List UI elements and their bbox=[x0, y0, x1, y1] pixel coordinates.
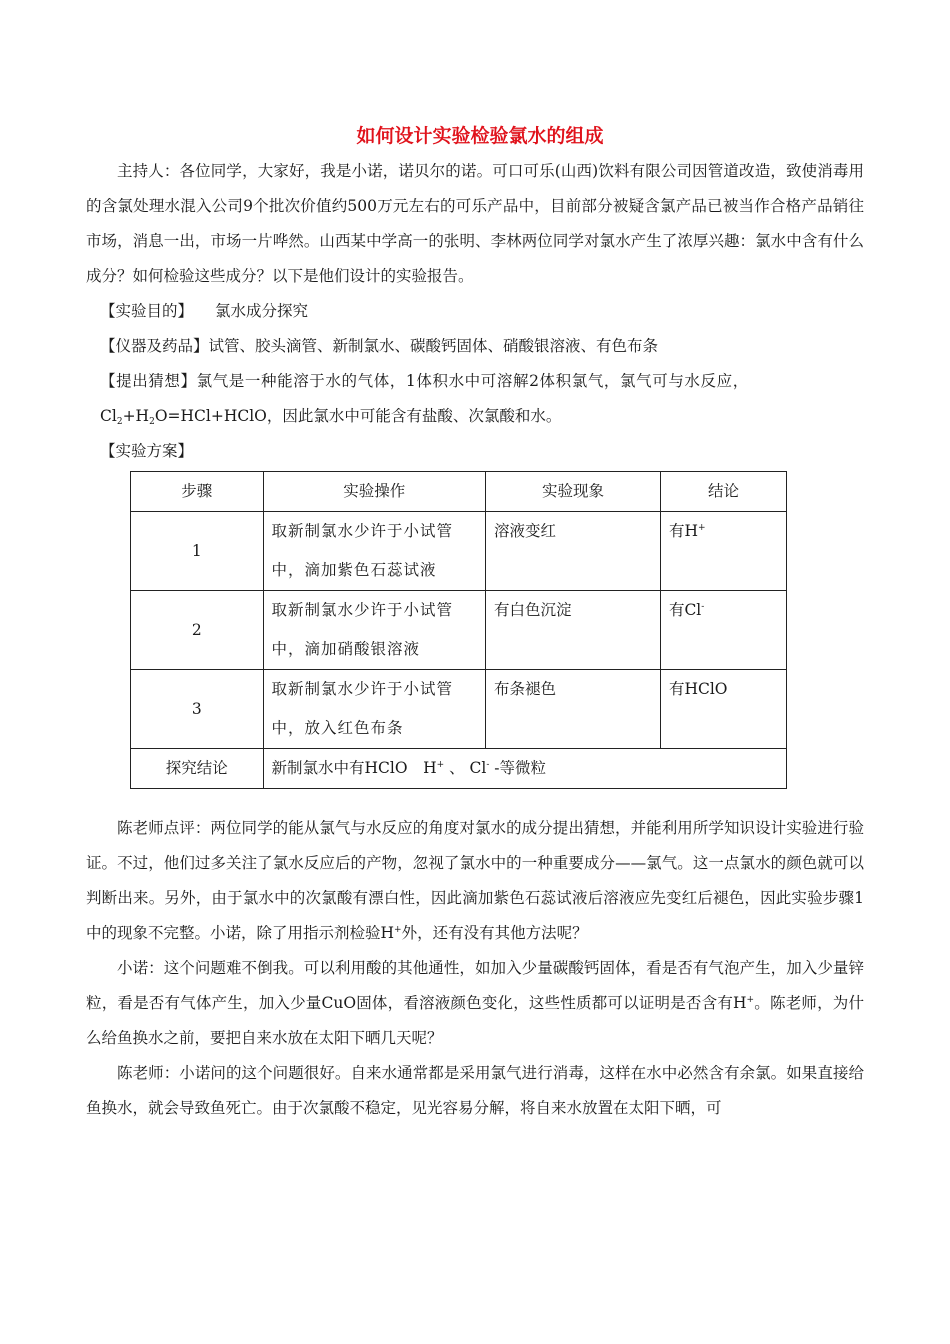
step-cell: 3 bbox=[131, 670, 264, 749]
intro-paragraph: 主持人：各位同学，大家好，我是小诺，诺贝尔的诺。可口可乐(山西)饮料有限公司因管道改造，致使消毒用的含氯处理水混入公司9个批次价值约500万元左右的可乐产品中，目前部分被疑含氯产品已被当作合格产品销往市场，消息一出，市场一片哗然。山西某中学高一的张明、李林两位同学对氯水产生了浓厚兴趣：氯水中含有什么成分？如何检验这些成分？以下是他们设计的实验报告。 bbox=[86, 162, 864, 285]
apparatus-label: 【仪器及药品】 bbox=[100, 337, 209, 355]
teacher-comment-paragraph bbox=[86, 811, 864, 951]
final-text-a: 新制氯水中有HClO H bbox=[271, 759, 437, 777]
document-page bbox=[86, 118, 864, 1126]
operation-cell: 取新制氯水少许于小试管中，滴加紫色石蕊试液 bbox=[263, 512, 485, 591]
table-header-row bbox=[131, 472, 787, 512]
purpose-text: 氯水成分探究 bbox=[215, 302, 309, 320]
purpose-label: 【实验目的】 bbox=[100, 302, 194, 320]
step-cell: 1 bbox=[131, 512, 264, 591]
table-row bbox=[131, 670, 787, 749]
final-label-cell: 探究结论 bbox=[131, 749, 264, 789]
hypothesis-text: 氯气是一种能溶于水的气体，1体积水中可溶解2体积氯气，氯气可与水反应， bbox=[196, 372, 749, 390]
comment-text-a: 陈老师点评：两位同学的能从氯气与水反应的角度对氯水的成分提出猜想，并能利用所学知识设计实验进行验证。不过，他们过多关注了氯水反应后的产物，忽视了氯水中的一种重要成分——氯气。这一点氯水的颜色就可以判断出来。另外，由于氯水中的次氯酸有漂白性，因此滴加紫色石蕊试液后溶液应先变红后褪色，因此实验步骤1中的现象不完整。小诺，除了用指示剂检验H bbox=[86, 819, 864, 942]
final-text-b: 、 Cl bbox=[444, 759, 487, 777]
operation-cell: 取新制氯水少许于小试管中，滴加硝酸银溶液 bbox=[263, 591, 485, 670]
comment-text-b: 外，还有没有其他方法呢？ bbox=[401, 924, 588, 942]
equation-part-a: Cl bbox=[100, 407, 117, 425]
table-header-cell: 步骤 bbox=[131, 472, 264, 512]
equation-part-b: +H bbox=[122, 407, 150, 425]
final-text-c: -等微粒 bbox=[489, 759, 547, 777]
phenomenon-cell: 溶液变红 bbox=[486, 512, 661, 591]
final-sup-b: - bbox=[486, 759, 490, 770]
apparatus-text: 试管、胶头滴管、新制氯水、碳酸钙固体、硝酸银溶液、有色布条 bbox=[208, 337, 659, 355]
reply-sup: + bbox=[746, 994, 755, 1005]
conclusion-cell bbox=[660, 591, 786, 670]
table-final-row bbox=[131, 749, 787, 789]
step-cell: 2 bbox=[131, 591, 264, 670]
phenomenon-cell: 布条褪色 bbox=[486, 670, 661, 749]
final-sup-a: + bbox=[436, 759, 445, 770]
comment-sup: + bbox=[394, 924, 402, 935]
hypothesis-paragraph bbox=[86, 364, 864, 434]
table-header-cell: 实验操作 bbox=[263, 472, 485, 512]
table-row bbox=[131, 591, 787, 670]
reply-text-b: 。陈老师，为什么给鱼换水之前，要把自来水放在太阳下晒几天呢？ bbox=[86, 994, 864, 1047]
conclusion-sup: - bbox=[701, 601, 705, 612]
phenomenon-cell: 有白色沉淀 bbox=[486, 591, 661, 670]
hypothesis-label: 【提出猜想】 bbox=[100, 372, 197, 390]
experiment-table bbox=[130, 471, 787, 789]
final-conclusion-cell bbox=[263, 749, 786, 789]
conclusion-text: 有H bbox=[668, 522, 698, 540]
conclusion-cell bbox=[660, 512, 786, 591]
reply-text-a: 小诺：这个问题难不倒我。可以利用酸的其他通性，如加入少量碳酸钙固体，看是否有气泡产生，加入少量锌粒，看是否有气体产生，加入少量CuO固体，看溶液颜色变化，这些性质都可以证明是否含有H bbox=[86, 959, 864, 1012]
scheme-label: 【实验方案】 bbox=[100, 442, 194, 460]
table-header-cell: 实验现象 bbox=[486, 472, 661, 512]
equation-sub-b: 2 bbox=[149, 417, 155, 427]
equation-sub-a: 2 bbox=[116, 417, 123, 427]
table-header-cell: 结论 bbox=[660, 472, 786, 512]
conclusion-cell bbox=[660, 670, 786, 749]
teacher-answer-paragraph: 陈老师：小诺问的这个问题很好。自来水通常都是采用氯气进行消毒，这样在水中必然含有余氯。如果直接给鱼换水，就会导致鱼死亡。由于次氯酸不稳定，见光容易分解，将自来水放置在太阳下晒，可 bbox=[86, 1064, 864, 1117]
student-reply-paragraph bbox=[86, 951, 864, 1056]
document-title: 如何设计实验检验氯水的组成 bbox=[356, 125, 604, 147]
table-row bbox=[131, 512, 787, 591]
purpose-line bbox=[86, 294, 864, 329]
conclusion-sup: + bbox=[697, 522, 706, 533]
apparatus-line bbox=[86, 329, 864, 364]
operation-cell: 取新制氯水少许于小试管中，放入红色布条 bbox=[263, 670, 485, 749]
equation-part-c: O=HCl+HClO，因此氯水中可能含有盐酸、次氯酸和水。 bbox=[154, 407, 562, 425]
conclusion-text: 有Cl bbox=[668, 601, 702, 619]
conclusion-text: 有HClO bbox=[668, 680, 728, 698]
